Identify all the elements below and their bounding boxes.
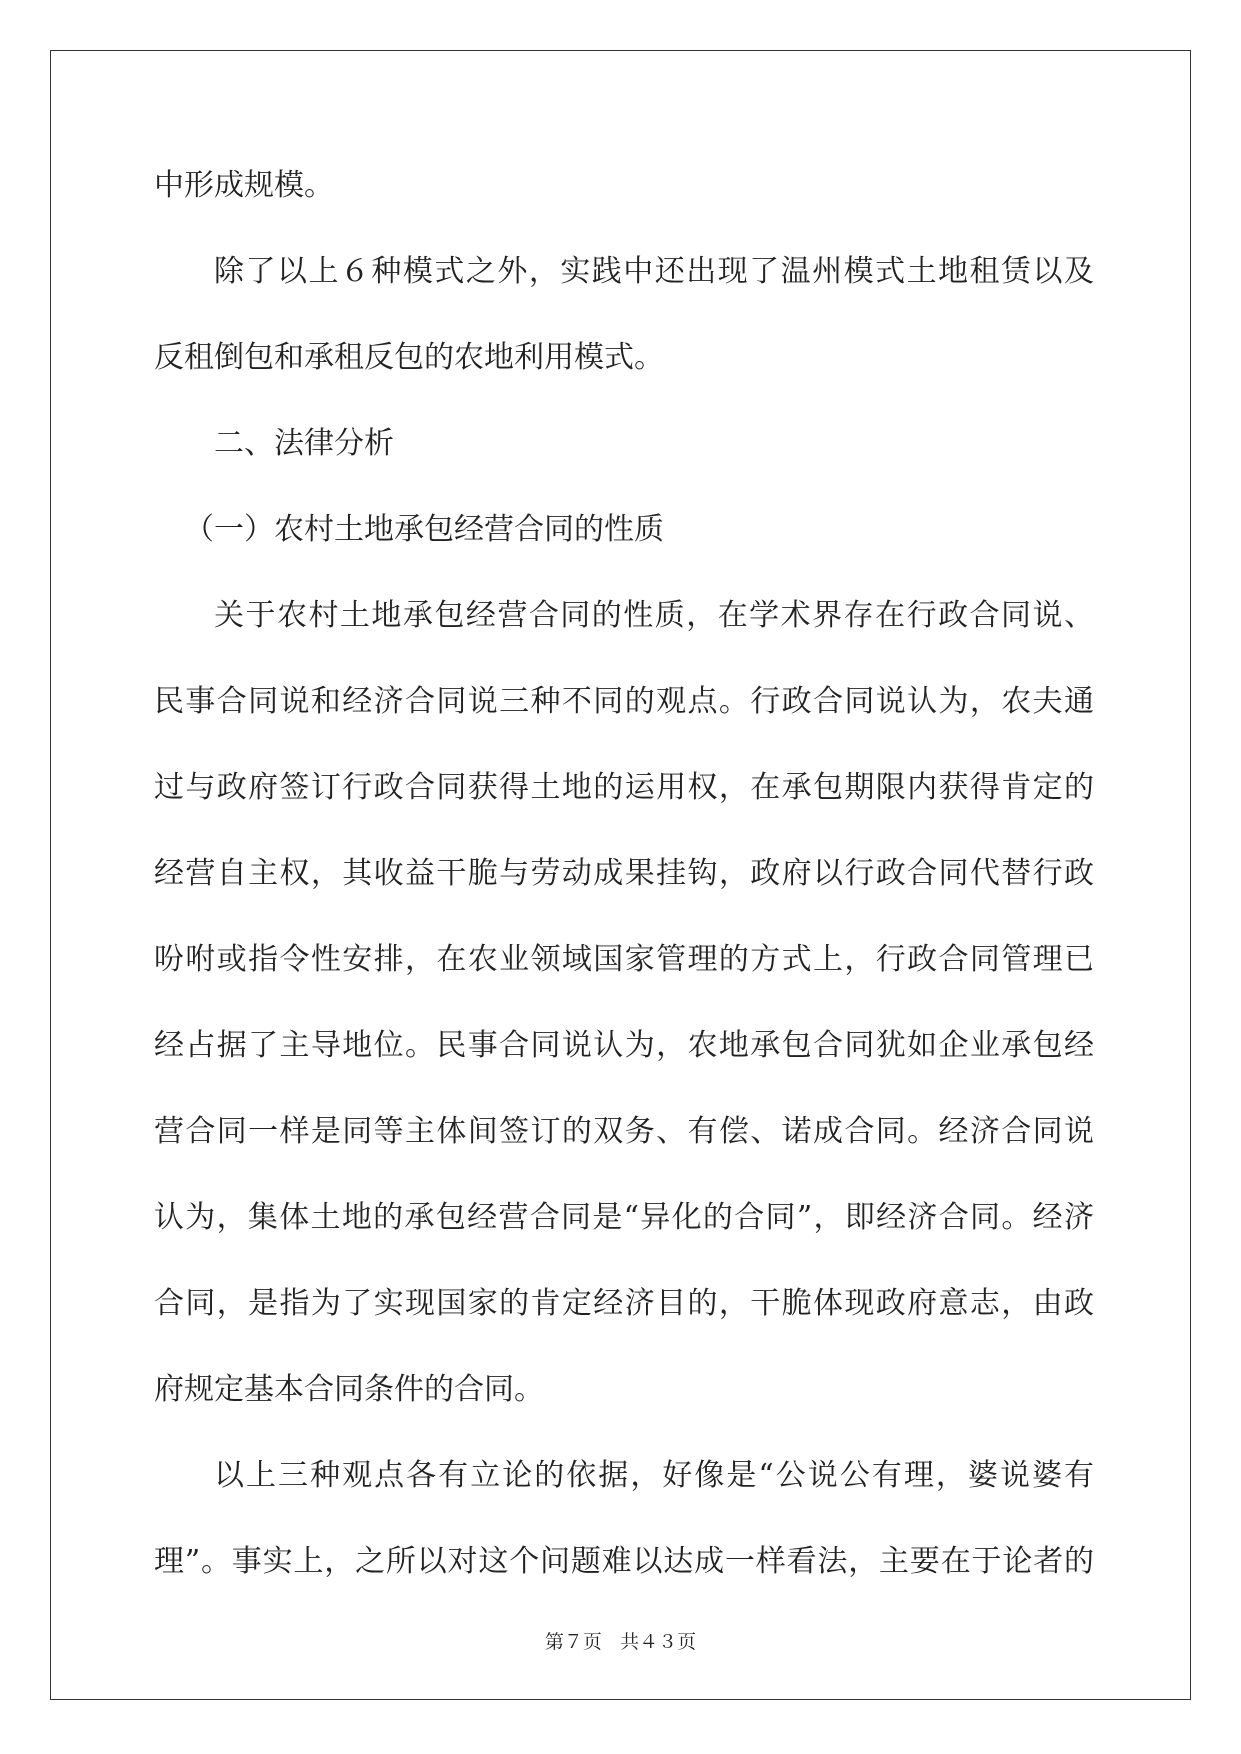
text-line: 经占据了主导地位。民事合同说认为，农地承包合同犹如企业承包经 bbox=[154, 1028, 1094, 1063]
text-line: 中形成规模。 bbox=[154, 168, 334, 203]
page-footer bbox=[0, 1630, 1241, 1654]
text-line: 吩咐或指令性安排，在农业领域国家管理的方式上，行政合同管理已 bbox=[154, 942, 1094, 977]
text-line: 府规定基本合同条件的合同。 bbox=[154, 1372, 544, 1407]
text-line: 以上三种观点各有立论的依据，好像是“公说公有理，婆说婆有 bbox=[214, 1458, 1094, 1493]
text-line: 理”。事实上，之所以对这个问题难以达成一样看法，主要在于论者的 bbox=[154, 1544, 1094, 1579]
section-heading: 二、法律分析 bbox=[214, 426, 394, 461]
text-line: 民事合同说和经济合同说三种不同的观点。行政合同说认为，农夫通 bbox=[154, 684, 1094, 719]
page-number: 第７页 bbox=[544, 1631, 602, 1653]
text-line: 过与政府签订行政合同获得土地的运用权，在承包期限内获得肯定的 bbox=[154, 770, 1094, 805]
text-line: 关于农村土地承包经营合同的性质，在学术界存在行政合同说、 bbox=[214, 598, 1094, 633]
text-line: 认为，集体土地的承包经营合同是“异化的合同”，即经济合同。经济 bbox=[154, 1200, 1094, 1235]
text-line: 经营自主权，其收益干脆与劳动成果挂钩，政府以行政合同代替行政 bbox=[154, 856, 1094, 891]
page-total: 共４３页 bbox=[620, 1631, 697, 1653]
text-line: 营合同一样是同等主体间签订的双务、有偿、诺成合同。经济合同说 bbox=[154, 1114, 1094, 1149]
subsection-heading: （一）农村土地承包经营合同的性质 bbox=[184, 512, 664, 547]
text-line: 除了以上６种模式之外，实践中还出现了温州模式土地租赁以及 bbox=[214, 254, 1094, 289]
text-line: 合同，是指为了实现国家的肯定经济目的，干脆体现政府意志，由政 bbox=[154, 1286, 1094, 1321]
text-line: 反租倒包和承租反包的农地利用模式。 bbox=[154, 340, 664, 375]
